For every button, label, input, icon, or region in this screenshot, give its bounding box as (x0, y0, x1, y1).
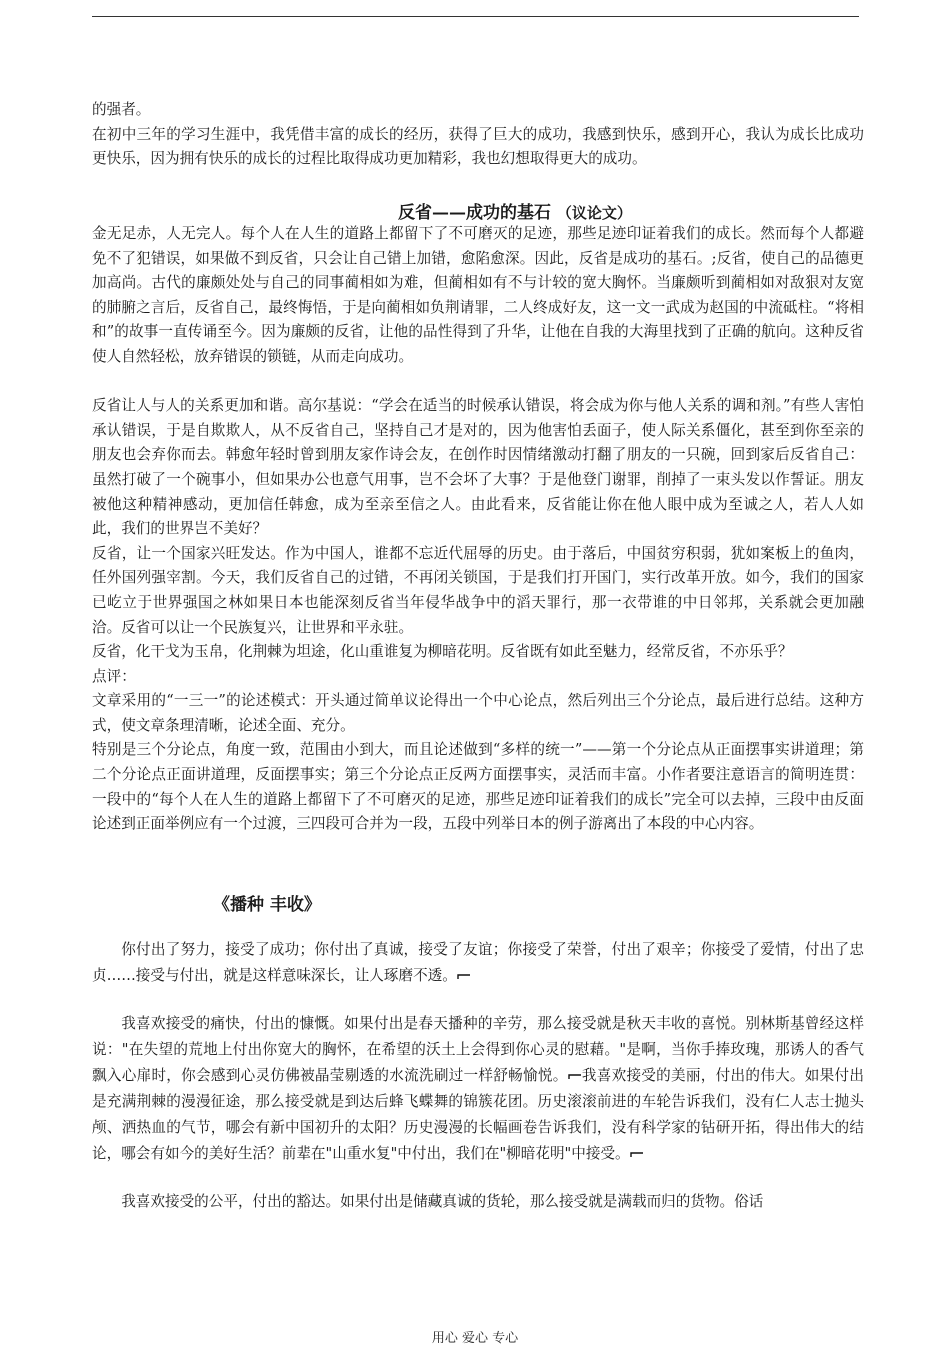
comment-paragraph: 文章采用的“一三一”的论述模式：开头通过简单议论得出一个中心论点，然后列出三个分论点，最后进行总结。这种方式，使文章条理清晰，论述全面、充分。 (92, 692, 864, 734)
page-footer: 用心 爱心 专心 (431, 1331, 519, 1346)
essay1-paragraph: 金无足赤，人无完人。每个人在人生的道路上都留下了不可磨灭的足迹，那些足迹印证着我们的成长。然而每个人都避免不了犯错误，如果做不到反省，只会让自己错上加错，愈陷愈深。因此，反省是成功的基石。;反省，使自己的品德更加高尚。古代的廉颇处处与自己的同事蔺相如为难，但蔺相如有不与计较的宽大胸怀。当廉颇听到蔺相如对敌狠对友宽的肺腑之言后，反省自己，最终悔悟，于是向蔺相如负荆请罪，二人终成好友，这一文一武成为赵国的中流砥柱。“将相和”的故事一直传诵至今。因为廉颇的反省，让他的品性得到了升华，让他在自我的大海里找到了正确的航向。这种反省使人自然轻松，放弃错误的锁链，从而走向成功。 (92, 225, 864, 365)
essay2-paragraph-text: 你付出了努力，接受了成功；你付出了真诚，接受了友谊；你接受了荣誉，付出了艰辛；你接受了爱情，付出了忠贞……接受与付出，就是这样意味深长，让人琢磨不透。 (92, 941, 864, 984)
essay1-title-text: 反省——成功的基石 (398, 203, 551, 223)
intro-paragraph: 在初中三年的学习生涯中，我凭借丰富的成长的经历，获得了巨大的成功，我感到快乐，感到开心，我认为成长比成功更快乐，因为拥有快乐的成长的过程比取得成功更加精彩，我也幻想取得更大的成功。 (92, 125, 864, 168)
return-mark-icon (568, 1071, 582, 1081)
essay2-paragraph (92, 937, 864, 989)
header-rule (92, 16, 859, 17)
essay2-body (92, 937, 864, 1237)
essay1-body (92, 222, 864, 837)
essay1-genre: （议论文） (556, 204, 632, 222)
essay1-paragraph: 反省让人与人的关系更加和谐。高尔基说：“学会在适当的时候承认错误，将会成为你与他人关系的调和剂。”有些人害怕承认错误，于是自欺欺人，从不反省自己，坚持自己才是对的，因为他害怕丢面子，使人际关系僵化，甚至到你至亲的朋友也会弃你而去。韩愈年轻时曾到朋友家作诗会友，在创作时因情绪激动打翻了朋友的一只碗，回到家后反省自己：虽然打破了一个碗事小，但如果办公也意气用事，岂不会坏了大事？于是他登门谢罪，削掉了一束头发以作誓证。朋友被他这种精神感动，更加信任韩愈，成为至亲至信之人。由此看来，反省能让你在他人眼中成为至诚之人，若人人如此，我们的世界岂不美好？ (92, 397, 864, 538)
essay2-paragraph-text: 我喜欢接受的痛快，付出的慷慨。如果付出是春天播种的辛劳，那么接受就是秋天丰收的喜悦。别林斯基曾经这样说："在失望的荒地上付出你宽大的胸怀，在希望的沃土上会得到你心灵的慰藉。"是啊，当你手捧玫瑰，那诱人的香气飘入心扉时，你会感到心灵仿佛被晶莹剔透的水流洗刷过一样舒畅愉悦。 (92, 1015, 864, 1084)
intro-line: 的强者。 (92, 101, 151, 118)
intro-section (92, 98, 864, 172)
comment-paragraph: 特别是三个分论点，角度一致，范围由小到大，而且论述做到“多样的统一”——第一个分论点从正面摆事实讲道理；第二个分论点正面讲道理，反面摆事实；第三个分论点正反两方面摆事实，灵活而丰富。小作者要注意语言的简明连贯：一段中的“每个人在人生的道路上都留下了不可磨灭的足迹，那些足迹印证着我们的成长”完全可以去掉，三段中由反面论述到正面举例应有一个过渡，三四段可合并为一段，五段中列举日本的例子游离出了本段的中心内容。 (92, 741, 864, 833)
paragraph-gap (92, 370, 864, 395)
essay2-title: 《播种 丰收》 (213, 895, 321, 915)
essay2-paragraph (92, 1011, 864, 1167)
essay2-paragraph-text: 我喜欢接受的美丽，付出的伟大。如果付出是充满荆棘的漫漫征途，那么接受就是到达后蜂飞蝶舞的锦簇花团。历史滚滚前进的车轮告诉我们，没有仁人志士抛头颅、洒热血的气节，哪会有新中国初升的太阳？历史漫漫的长幅画卷告诉我们，没有科学家的钻研开拓，得出伟大的结论，哪会有如今的美好生活？前辈在"山重水复"中付出，我们在"柳暗花明"中接受。 (92, 1067, 864, 1162)
return-mark-icon (457, 971, 471, 981)
comment-label: 点评： (92, 667, 136, 685)
return-mark-icon (630, 1149, 644, 1159)
essay1-paragraph: 反省，化干戈为玉帛，化荆棘为坦途，化山重谁复为柳暗花明。反省既有如此至魅力，经常反省，不亦乐乎？ (92, 643, 793, 661)
essay1-paragraph: 反省，让一个国家兴旺发达。作为中国人，谁都不忘近代屈辱的历史。由于落后，中国贫穷积弱，犹如案板上的鱼肉，任外国列强宰割。今天，我们反省自己的过错，不再闭关锁国，于是我们打开国门，实行改革开放。如今，我们的国家已屹立于世界强国之林如果日本也能深刻反省当年侵华战争中的滔天罪行，那一衣带谁的中日邻邦，关系就会更加融洽。反省可以让一个民族复兴，让世界和平永驻。 (92, 544, 864, 636)
essay2-paragraph: 我喜欢接受的公平，付出的豁达。如果付出是储藏真诚的货轮，那么接受就是满载而归的货物。俗话 (121, 1193, 764, 1210)
essay1-title (398, 198, 632, 223)
